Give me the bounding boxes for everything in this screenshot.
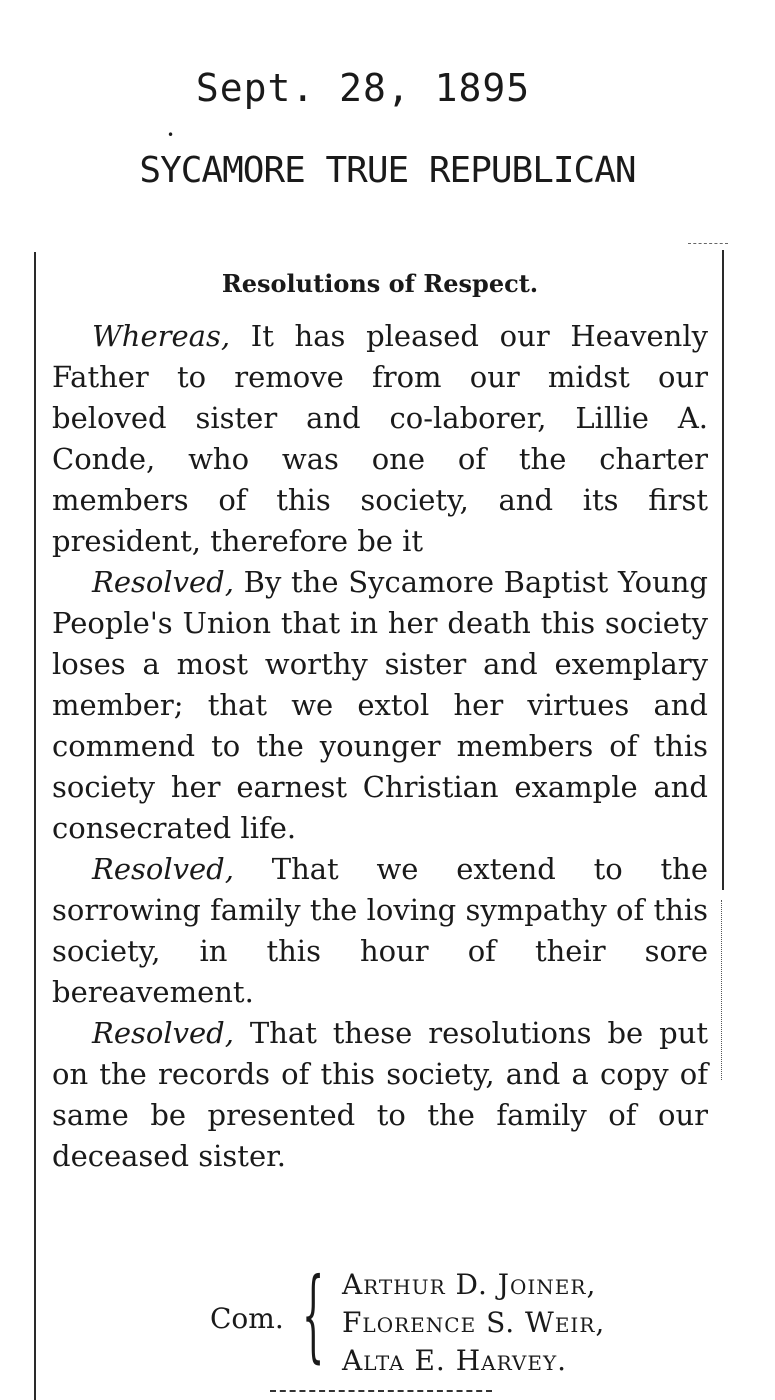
column-top-divider	[688, 243, 728, 244]
column-left-rule	[34, 252, 36, 1400]
committee-label: Com.	[210, 1302, 284, 1335]
committee-member: Florence S. Weir,	[342, 1306, 606, 1339]
print-speck: •	[167, 128, 175, 142]
paragraph-text: That these resolutions be put on the records of this society, and a copy of same be presented to the family of our deceased sister.	[52, 1016, 708, 1173]
committee-signature	[210, 1256, 710, 1378]
paragraph-text: That we extend to the sorrowing family the loving sympathy of this society, in this hour of their sore bereavement.	[52, 852, 708, 1009]
paragraph-text: By the Sycamore Baptist Young People's Union that in her death this society loses a most worthy sister and exemplary member; that we extol her virtues and commend to the younger members of this society her earnest Christian example and consecrated life.	[52, 565, 708, 845]
paragraph-lead: Whereas,	[92, 319, 231, 353]
paragraph-text: It has pleased our Heavenly Father to remove from our midst our beloved sister and co-laborer, Lillie A. Conde, who was one of the charter members of this society, and its first president, therefore be it	[52, 319, 708, 558]
committee-member: Arthur D. Joiner,	[342, 1268, 597, 1301]
clipping-article	[52, 262, 708, 1177]
brace-icon: {	[302, 1256, 325, 1373]
article-title: Resolutions of Respect.	[221, 269, 539, 298]
newspaper-name: SYCAMORE TRUE REPUBLICAN	[139, 150, 636, 191]
paragraph-resolved-2	[52, 849, 708, 1013]
column-right-rule	[722, 250, 724, 890]
publication-date: Sept. 28, 1895	[195, 66, 531, 110]
column-bottom-divider	[270, 1390, 492, 1392]
committee-member: Alta E. Harvey.	[342, 1344, 568, 1377]
paragraph-resolved-3	[52, 1013, 708, 1177]
committee-members	[342, 1266, 605, 1380]
paragraph-lead: Resolved,	[92, 565, 234, 599]
paragraph-lead: Resolved,	[92, 1016, 234, 1050]
paragraph-resolved-1	[52, 562, 708, 849]
paragraph-lead: Resolved,	[92, 852, 234, 886]
article-body	[52, 316, 708, 1177]
column-right-rule-faint	[721, 900, 723, 1080]
paragraph-whereas	[52, 316, 708, 562]
